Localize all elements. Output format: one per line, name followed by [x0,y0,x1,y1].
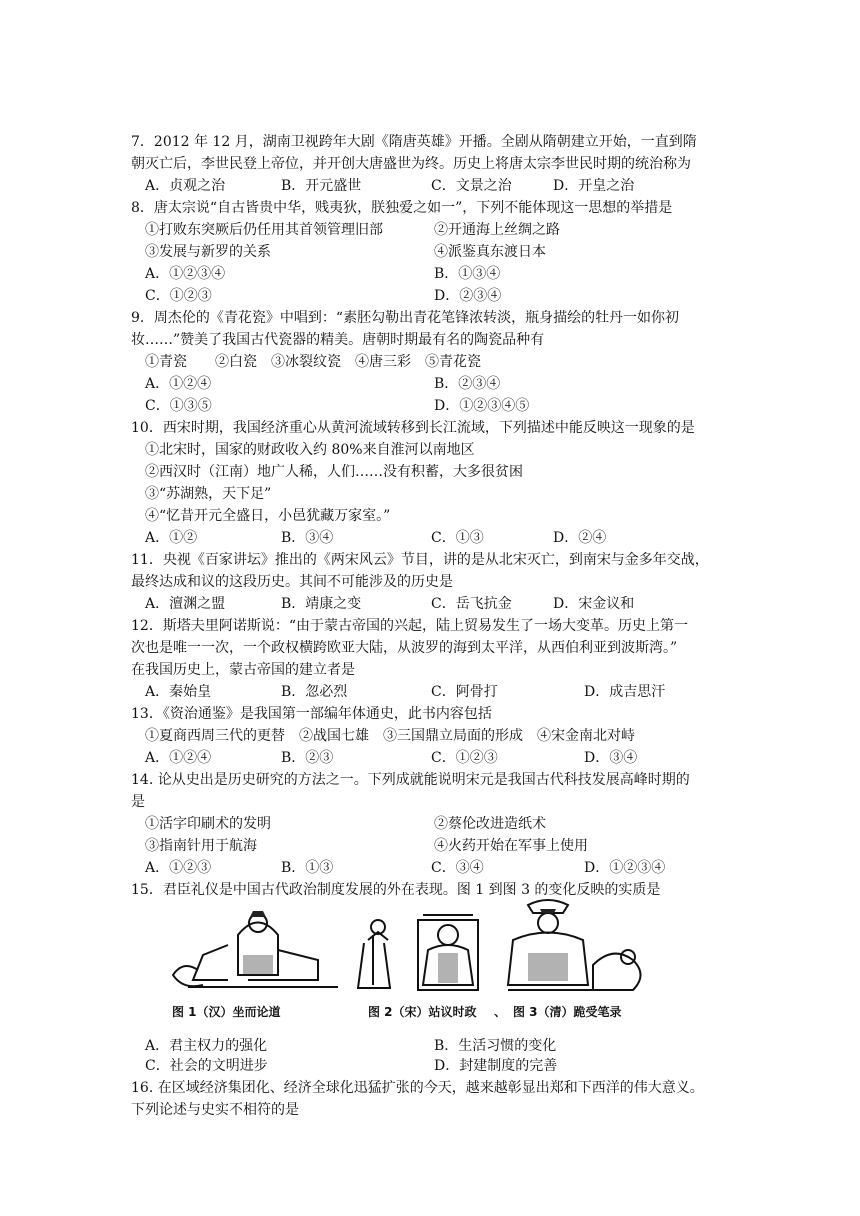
line-text: 10．西宋时期，我国经济重心从黄河流域转移到长江流域，下列描述中能反映这一现象的是 [131,420,695,436]
answer-option: B．①③④ [434,266,501,282]
line-text: 妆……”赞美了我国古代瓷器的精美。唐朝时期最有名的陶瓷品种有 [131,332,545,348]
answer-option: B．靖康之变 [281,596,362,612]
answer-option: C．①②③ [145,288,212,304]
answer-option: A．①②③④ [145,266,226,282]
line-text: 最终达成和议的这段历史。其间不可能涉及的历史是 [131,574,453,590]
line-text: 下列论述与史实不相符的是 [131,1102,299,1118]
answer-option: C．社会的文明进步 [145,1058,268,1074]
line-text: ③“苏湖熟，天下足” [145,486,272,502]
line-text: 9．周杰伦的《青花瓷》中唱到：“素胚勾勒出青花笔锋浓转淡，瓶身描绘的牡丹一如你初 [131,310,680,326]
figure-caption-separator: 、 [494,1005,507,1019]
answer-option: D．成吉思汗 [584,684,666,700]
answer-option: C．①②③ [431,750,498,766]
answer-option: ①打败东突厥后仍任用其首领管理旧部 [145,222,383,238]
line-text: 是 [131,794,145,810]
answer-option: ②蔡伦改进造纸术 [434,816,546,832]
answer-option: A．秦始皇 [145,684,212,700]
answer-option: B．忽必烈 [281,684,348,700]
line-text: 14. 论从史出是历史研究的方法之一。下列成就能说明宋元是我国古代科技发展高峰时期的 [131,772,690,788]
line-text: ②西汉时（江南）地广人稀，人们……没有积蓄，大多很贫困 [145,464,523,480]
line-text: 朝灭亡后，李世民登上帝位，并开创大唐盛世为终。历史上将唐太宗李世民时期的统治称为 [131,156,691,172]
answer-option: D．②④ [553,530,607,546]
line-text: 在我国历史上，蒙古帝国的建立者是 [131,662,355,678]
court-etiquette-figure [168,895,688,1025]
answer-option: ①活字印刷术的发明 [145,816,271,832]
answer-option: B．①③ [281,860,334,876]
answer-option: D．③④ [584,750,638,766]
answer-option: A．澶渊之盟 [145,596,226,612]
line-text: 15．君臣礼仪是中国古代政治制度发展的外在表现。图 1 到图 3 的变化反映的实质是 [131,882,661,898]
answer-option: A．贞观之治 [145,178,226,194]
answer-option: C．①③ [431,530,484,546]
answer-option: A．①②③ [145,860,212,876]
answer-option: D．②③④ [434,288,502,304]
court-etiquette-illustration [168,895,688,1003]
line-text: ①青瓷 ②白瓷 ③冰裂纹瓷 ④唐三彩 ⑤青花瓷 [145,354,481,370]
line-text: 11．央视《百家讲坛》推出的《两宋风云》节目，讲的是从北宋灭亡，到南宋与金多年交战， [131,552,709,568]
answer-option: C．③④ [431,860,484,876]
answer-option: ②开通海上丝绸之路 [434,222,560,238]
answer-option: C．文景之治 [431,178,512,194]
answer-option: D．①②③④ [584,860,666,876]
line-text: ④“忆昔开元全盛日，小邑犹藏万家室。” [145,508,391,524]
answer-option: A．①② [145,530,198,546]
line-text: 16. 在区域经济集团化、经济全球化迅猛扩张的今天，越来越彰显出郑和下西洋的伟大意义。 [131,1080,704,1096]
line-text: 7．2012 年 12 月，湖南卫视跨年大剧《隋唐英雄》开播。全剧从隋朝建立开始，一直到隋 [131,134,697,150]
answer-option: ④火药开始在军事上使用 [434,838,588,854]
answer-option: A．①②④ [145,750,212,766]
line-text: 8．唐太宗说“自古皆贵中华，贱夷狄，朕独爱之如一”，下列不能体现这一思想的举措是 [131,200,673,216]
line-text: 次也是唯一一次，一个政权横跨欧亚大陆，从波罗的海到太平洋，从西伯利亚到波斯湾。” [131,640,678,656]
answer-option: D．开皇之治 [553,178,635,194]
line-text: 13．《资治通鉴》是我国第一部编年体通史，此书内容包括 [131,706,492,722]
answer-option: ③指南针用于航海 [145,838,257,854]
line-text: 12．斯塔夫里阿诺斯说：“由于蒙古帝国的兴起，陆上贸易发生了一场大变革。历史上第一 [131,618,688,634]
answer-option: C．阿骨打 [431,684,498,700]
answer-option: D．宋金议和 [553,596,635,612]
answer-option: B．②③④ [434,376,501,392]
figure-caption-1: 图 1（汉）坐而论道 [172,1005,281,1019]
answer-option: D．封建制度的完善 [434,1058,558,1074]
answer-option: ④派鉴真东渡日本 [434,244,546,260]
answer-option: ③发展与新罗的关系 [145,244,271,260]
answer-option: A．①②④ [145,376,212,392]
answer-option: A．君主权力的强化 [145,1038,268,1054]
figure-caption-2: 图 2（宋）站议时政 [368,1005,477,1019]
line-text: ①北宋时，国家的财政收入约 80%来自淮河以南地区 [145,442,475,458]
answer-option: C．岳飞抗金 [431,596,512,612]
answer-option: B．生活习惯的变化 [434,1038,557,1054]
answer-option: B．③④ [281,530,334,546]
answer-option: D．①②③④⑤ [434,398,530,414]
line-text: ①夏商西周三代的更替 ②战国七雄 ③三国鼎立局面的形成 ④宋金南北对峙 [145,728,635,744]
answer-option: B．开元盛世 [281,178,362,194]
answer-option: C．①③⑤ [145,398,212,414]
answer-option: B．②③ [281,750,334,766]
figure-caption-3: 图 3（清）跪受笔录 [513,1005,622,1019]
